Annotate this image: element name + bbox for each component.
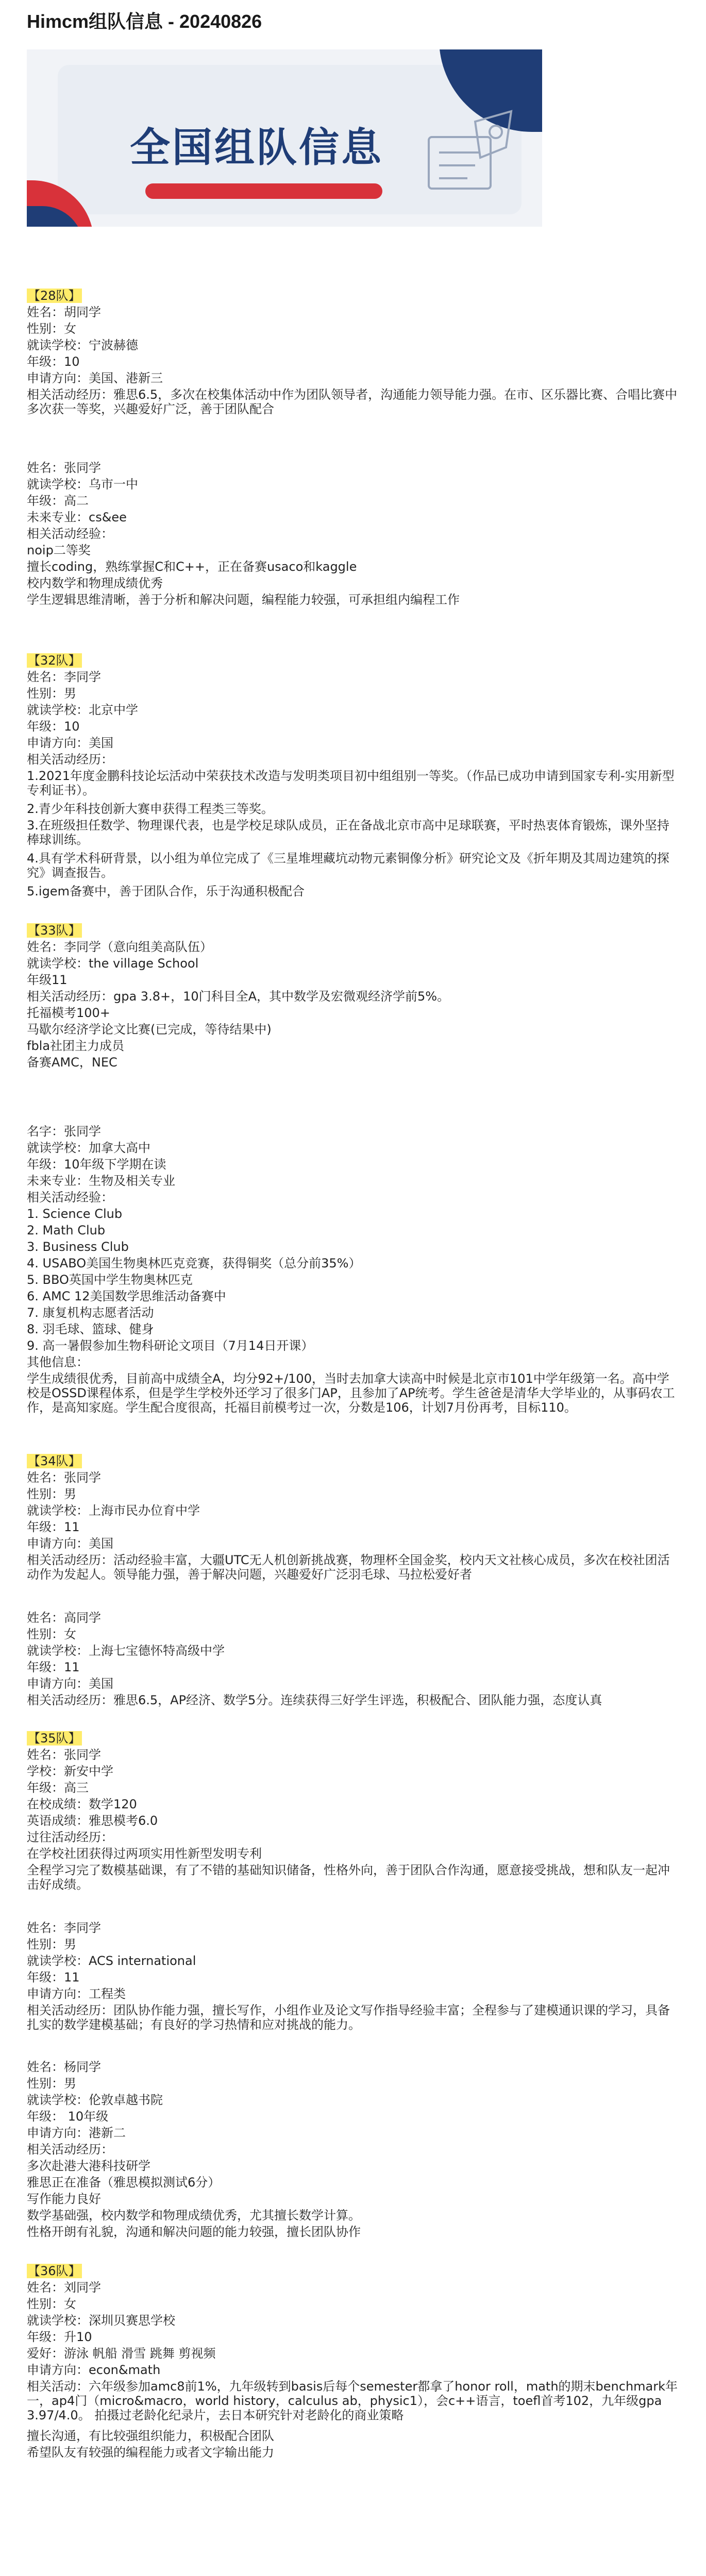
info-line: 在校成绩：数学120 xyxy=(27,1797,137,1811)
info-line: 相关活动：六年级参加amc8前1%，九年级转到basis后每个semester都拿了honor roll，math的期末benchmark年一，ap4门（micro&macro，world history，calculus ab，physic1），会c++语言，toefl首考102，九年级gpa 3.97/4.0。 拍摄过老龄化纪录片，去日本研究针对老龄化的商业策略 xyxy=(27,2379,678,2422)
info-line: 英语成绩：雅思模考6.0 xyxy=(27,1814,158,1828)
info-line: 就读学校：上海七宝德怀特高级中学 xyxy=(27,1643,225,1658)
info-line: 姓名：杨同学 xyxy=(27,2060,101,2074)
info-line: 年级：升10 xyxy=(27,2330,92,2344)
info-line: 2. Math Club xyxy=(27,1223,106,1238)
info-line: 年级：10 xyxy=(27,354,80,369)
info-line: 相关活动经历：雅思6.5，多次在校集体活动中作为团队领导者，沟通能力领导能力强。在市、区乐器比赛、合唱比赛中多次获一等奖，兴趣爱好广泛，善于团队配合 xyxy=(27,387,678,416)
team-label xyxy=(27,2264,82,2278)
info-line: 3.在班级担任数学、物理课代表，也是学校足球队成员，正在备战北京市高中足球联赛，平时热衷体育锻炼，课外坚持棒球训练。 xyxy=(27,818,669,847)
info-line: 学校：新安中学 xyxy=(27,1764,113,1778)
info-line: 申请方向：港新二 xyxy=(27,2126,126,2140)
info-line: 名字：张同学 xyxy=(27,1124,101,1139)
info-line: 4. USABO美国生物奥林匹克竞赛，获得铜奖（总分前35%） xyxy=(27,1256,361,1270)
info-line: 姓名：张同学 xyxy=(27,1748,101,1762)
info-line: 5. BBO英国中学生物奥林匹克 xyxy=(27,1273,193,1287)
info-line: 就读学校：伦敦卓越书院 xyxy=(27,2093,163,2107)
info-line: 年级： 10年级 xyxy=(27,2109,109,2124)
info-line: 年级：高二 xyxy=(27,494,89,508)
info-line: 全程学习完了数模基础课，有了不错的基础知识储备，性格外向，善于团队合作沟通，愿意接受挑战，想和队友一起冲击好成绩。 xyxy=(27,1863,670,1892)
info-line: 申请方向：工程类 xyxy=(27,1987,126,2001)
page-title: Himcm组队信息 - 20240826 xyxy=(27,11,262,32)
info-line: 希望队友有较强的编程能力或者文字输出能力 xyxy=(27,2445,274,2460)
info-line: 年级：10 xyxy=(27,719,80,734)
info-line: 就读学校：ACS international xyxy=(27,1954,196,1968)
info-line: 相关活动经历：活动经验丰富，大疆UTC无人机创新挑战赛，物理杯全国金奖，校内天文社核心成员，多次在校社团活动作为发起人。领导能力强，善于解决问题，兴趣爱好广泛羽毛球、马拉松爱好者 xyxy=(27,1553,670,1582)
info-line: 年级：11 xyxy=(27,1520,80,1534)
info-line: 性别：男 xyxy=(27,1487,76,1501)
info-line: 姓名：胡同学 xyxy=(27,305,101,319)
info-line: 备赛AMC，NEC xyxy=(27,1055,117,1070)
info-line: 申请方向：美国 xyxy=(27,1536,113,1551)
info-line: 姓名：张同学 xyxy=(27,461,101,475)
info-line: 性别：男 xyxy=(27,2076,76,2091)
info-line: 年级：高三 xyxy=(27,1781,89,1795)
banner-image xyxy=(27,49,542,227)
info-line: 姓名：刘同学 xyxy=(27,2280,101,2295)
team-label xyxy=(27,289,82,303)
info-line: 姓名：高同学 xyxy=(27,1611,101,1625)
info-line: 就读学校：乌市一中 xyxy=(27,477,138,492)
info-line: 9. 高一暑假参加生物科研论文项目（7月14日开课） xyxy=(27,1338,314,1353)
info-line: 爱好：游泳 帆船 滑雪 跳舞 剪视频 xyxy=(27,2346,216,2361)
education-icon xyxy=(418,101,522,204)
team-label-text: 【28队】 xyxy=(28,289,81,303)
info-line: 2.青少年科技创新大赛申获得工程类三等奖。 xyxy=(27,802,274,816)
info-line: 擅长coding，熟练掌握C和C++，正在备赛usaco和kaggle xyxy=(27,560,357,574)
info-line: 6. AMC 12美国数学思维活动备赛中 xyxy=(27,1289,226,1303)
info-line: 年级：10年级下学期在读 xyxy=(27,1157,166,1172)
info-line: 擅长沟通，有比较强组织能力，积极配合团队 xyxy=(27,2429,274,2443)
info-line: 姓名：李同学 xyxy=(27,670,101,684)
info-line: 就读学校：加拿大高中 xyxy=(27,1141,150,1155)
info-line: 5.igem备赛中，善于团队合作，乐于沟通积极配合 xyxy=(27,884,305,899)
info-line: 就读学校：宁波赫德 xyxy=(27,338,138,352)
info-line: 在学校社团获得过两项实用性新型发明专利 xyxy=(27,1846,262,1861)
team-label-text: 【32队】 xyxy=(28,653,81,668)
info-line: noip二等奖 xyxy=(27,543,91,557)
info-line: 年级11 xyxy=(27,973,68,987)
info-line: 性别：男 xyxy=(27,1937,76,1952)
info-line: 就读学校：the village School xyxy=(27,956,199,971)
info-line: 相关活动经验： xyxy=(27,527,113,541)
info-line: 就读学校：北京中学 xyxy=(27,703,138,717)
info-line: 申请方向：econ&math xyxy=(27,2363,161,2377)
info-line: 学生逻辑思维清晰，善于分析和解决问题，编程能力较强，可承担组内编程工作 xyxy=(27,592,460,607)
team-label-text: 【34队】 xyxy=(28,1454,81,1468)
info-line: 姓名：李同学 xyxy=(27,1921,101,1935)
info-line: 其他信息： xyxy=(27,1355,89,1369)
info-line: 相关活动经历：gpa 3.8+，10门科目全A，其中数学及宏微观经济学前5%。 xyxy=(27,989,450,1004)
info-line: 未来专业：cs&ee xyxy=(27,510,127,524)
info-line: 性别：男 xyxy=(27,686,76,701)
info-line: 校内数学和物理成绩优秀 xyxy=(27,576,163,590)
info-line: 托福模考100+ xyxy=(27,1006,110,1020)
info-line: 1. Science Club xyxy=(27,1207,123,1221)
banner-headline: 全国组队信息 xyxy=(130,125,384,171)
info-line: 性别：女 xyxy=(27,2297,76,2311)
info-line: 就读学校：深圳贝赛思学校 xyxy=(27,2313,175,2328)
info-line: 相关活动经历： xyxy=(27,752,113,767)
info-line: 写作能力良好 xyxy=(27,2192,101,2206)
info-line: 申请方向：美国 xyxy=(27,1676,113,1691)
team-label-text: 【33队】 xyxy=(28,923,81,938)
info-line: 多次赴港大港科技研学 xyxy=(27,2159,150,2173)
team-label xyxy=(27,1454,82,1468)
info-line: 未来专业：生物及相关专业 xyxy=(27,1174,175,1188)
info-line: 性别：女 xyxy=(27,321,76,336)
info-line: 数学基础强，校内数学和物理成绩优秀，尤其擅长数学计算。 xyxy=(27,2208,361,2223)
info-line: 姓名：张同学 xyxy=(27,1470,101,1485)
info-line: 相关活动经历：团队协作能力强，擅长写作，小组作业及论文写作指导经验丰富；全程参与了建模通识课的学习，具备扎实的数学建模基础；有良好的学习热情和应对挑战的能力。 xyxy=(27,2003,670,2032)
info-line: 性格开朗有礼貌，沟通和解决问题的能力较强，擅长团队协作 xyxy=(27,2225,361,2239)
info-line: 马歇尔经济学论文比赛(已完成，等待结果中) xyxy=(27,1022,272,1037)
info-line: 1.2021年度金鹏科技论坛活动中荣获技术改造与发明类项目初中组组别一等奖。（作品已成功申请到国家专利-实用新型专利证书）。 xyxy=(27,769,675,798)
info-line: 7. 康复机构志愿者活动 xyxy=(27,1306,154,1320)
info-line: 年级：11 xyxy=(27,1970,80,1985)
info-line: 申请方向：美国、港新三 xyxy=(27,371,163,385)
banner-red-bar xyxy=(145,183,382,199)
info-line: 相关活动经验： xyxy=(27,1190,113,1205)
info-line: 学生成绩很优秀，目前高中成绩全A，均分92+/100，当时去加拿大读高中时候是北京市101中学年级第一名。高中学校是OSSD课程体系，但是学生学校外还学习了很多门AP，且参加了AP统考。学生爸爸是清华大学毕业的，从事码农工作，是高知家庭。学生配合度很高，托福目前模考过一次，分数是106，计划7月份再考，目标110。 xyxy=(27,1371,675,1415)
team-label-text: 【35队】 xyxy=(28,1731,81,1745)
info-line: 就读学校：上海市民办位育中学 xyxy=(27,1503,200,1518)
team-label xyxy=(27,923,82,938)
team-label-text: 【36队】 xyxy=(28,2264,81,2278)
info-line: 雅思正在准备（雅思模拟测试6分） xyxy=(27,2175,221,2190)
info-line: 过往活动经历： xyxy=(27,1830,113,1844)
info-line: 性别：女 xyxy=(27,1627,76,1641)
info-line: fbla社团主力成员 xyxy=(27,1039,125,1053)
info-line: 相关活动经历： xyxy=(27,2142,113,2157)
info-line: 4.具有学术科研背景，以小组为单位完成了《三星堆埋藏坑动物元素铜像分析》研究论文及《折年期及其周边建筑的探究》调查报告。 xyxy=(27,851,669,880)
info-line: 姓名：李同学（意向组美高队伍） xyxy=(27,940,212,954)
team-label xyxy=(27,653,82,668)
info-line: 年级：11 xyxy=(27,1660,80,1674)
team-label xyxy=(27,1731,82,1745)
info-line: 8. 羽毛球、篮球、健身 xyxy=(27,1322,154,1336)
info-line: 3. Business Club xyxy=(27,1240,129,1254)
info-line: 相关活动经历：雅思6.5，AP经济、数学5分。连续获得三好学生评选，积极配合、团队能力强，态度认真 xyxy=(27,1693,602,1707)
info-line: 申请方向：美国 xyxy=(27,736,113,750)
